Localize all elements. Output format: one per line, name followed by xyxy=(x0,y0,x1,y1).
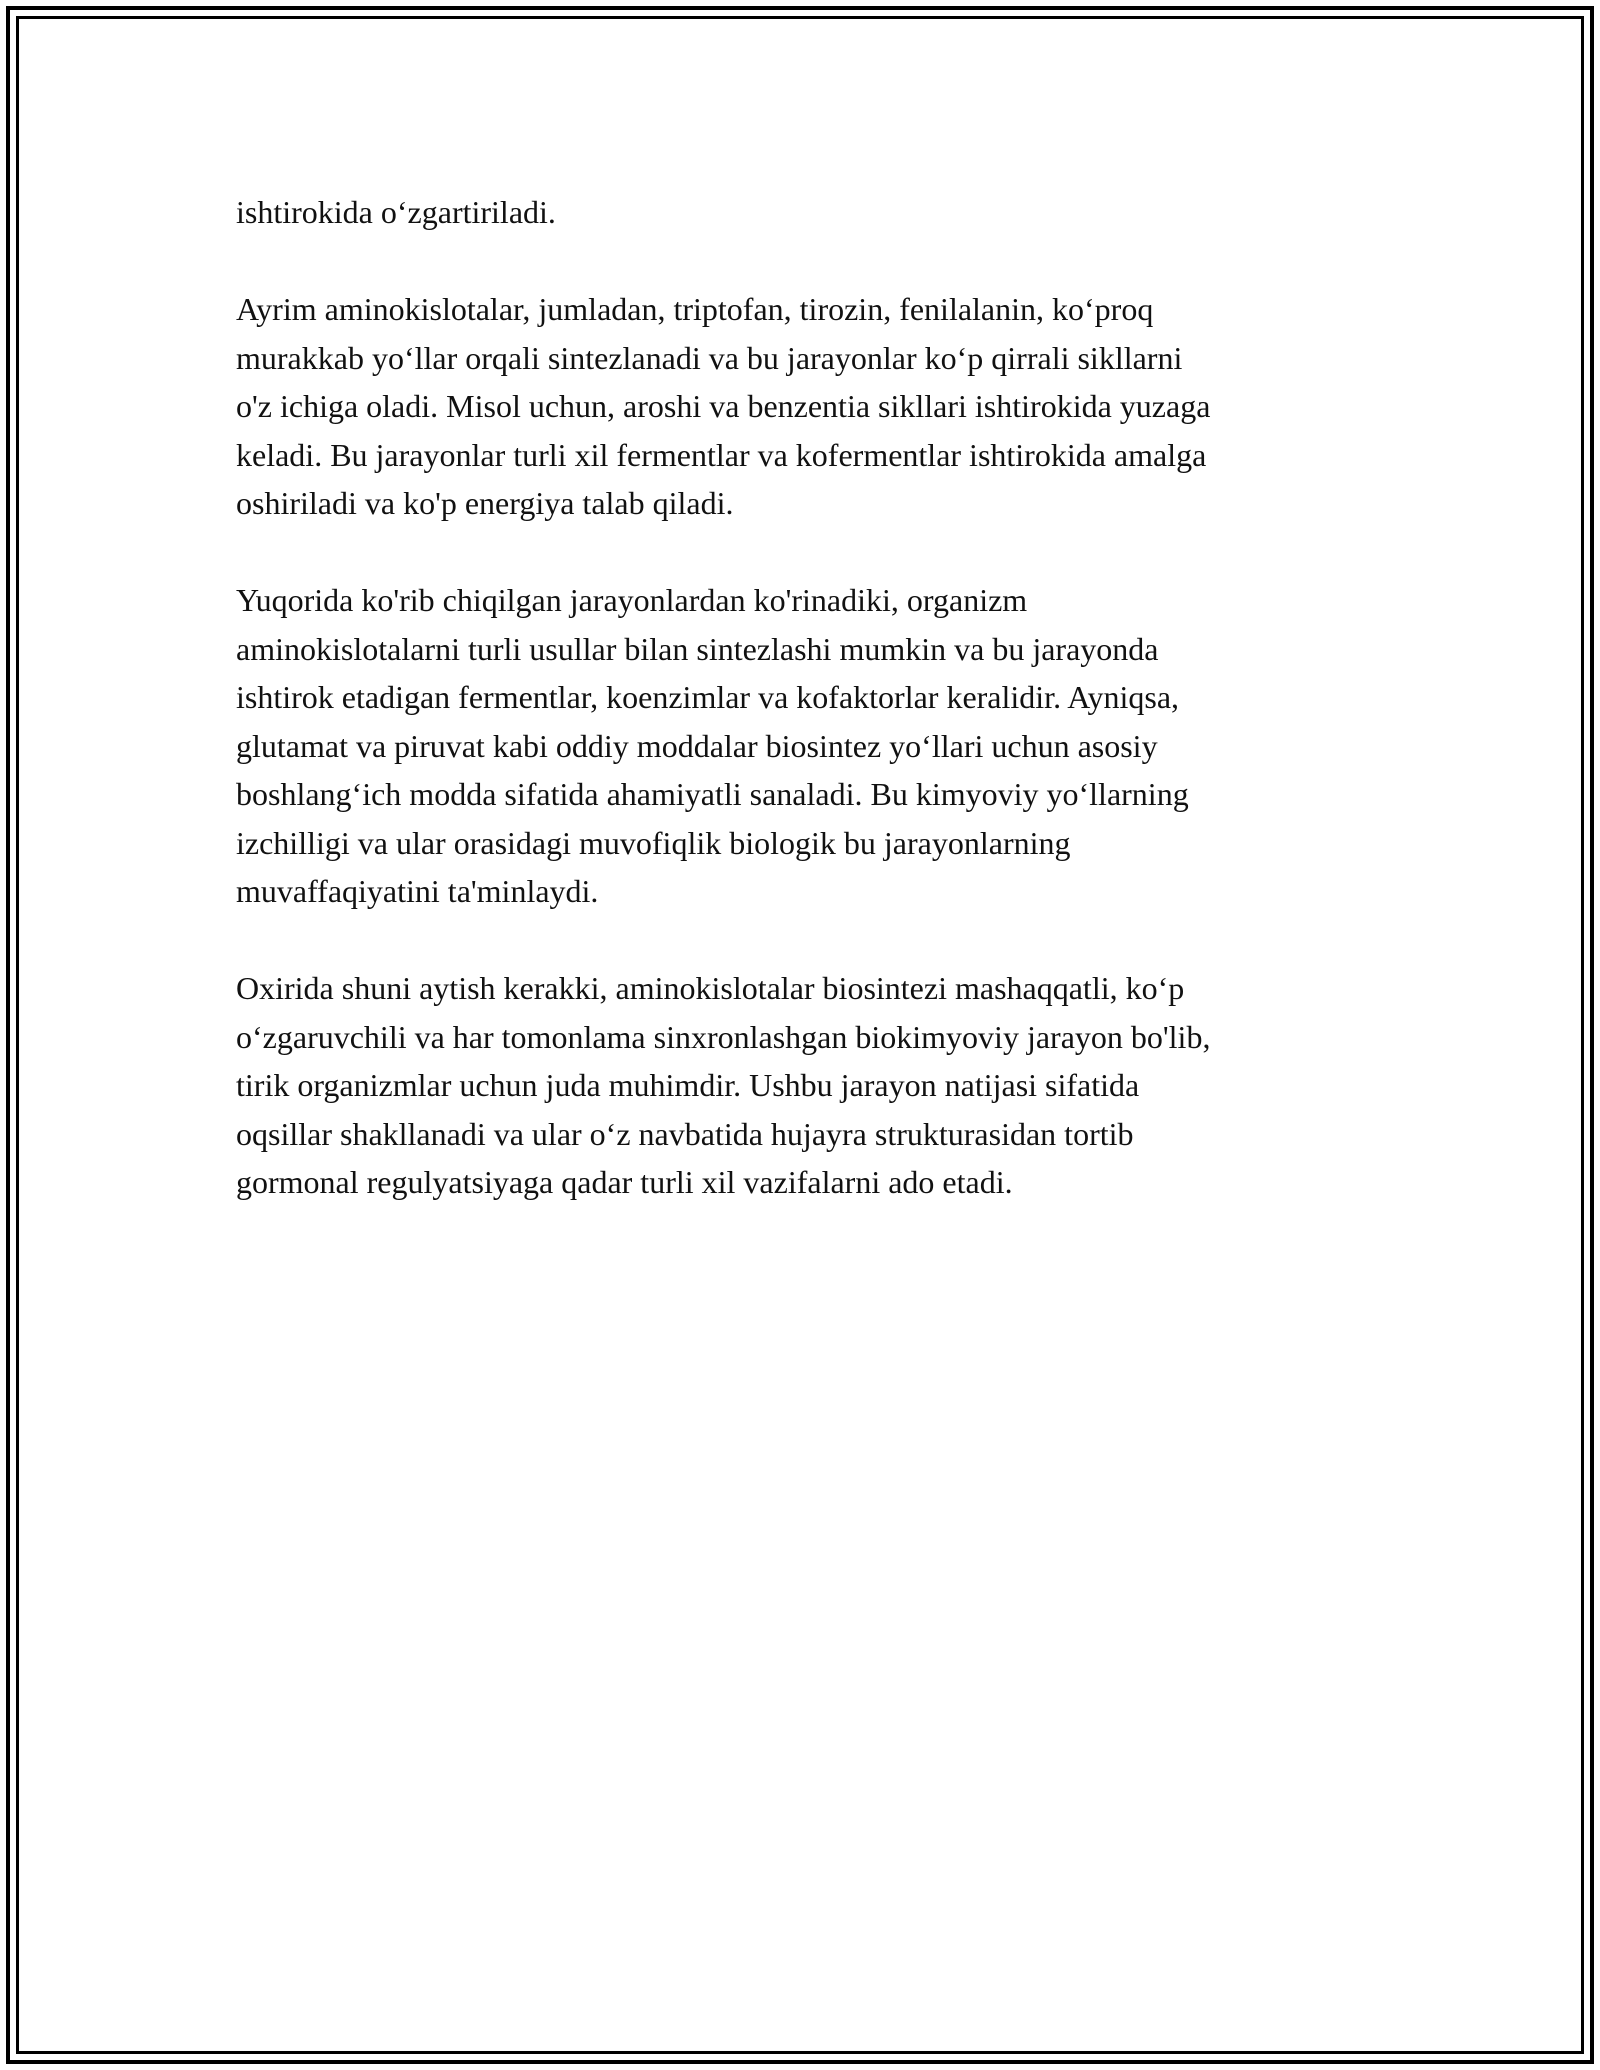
text-line: Oxirida shuni aytish kerakki, aminokislotalar biosintezi mashaqqatli, ko‘p xyxy=(236,970,1185,1006)
paragraph-3 xyxy=(236,576,1386,916)
paragraph-2 xyxy=(236,285,1386,528)
text-line: oshiriladi va ko'p energiya talab qiladi. xyxy=(236,485,734,521)
document-body xyxy=(236,188,1386,1255)
text-line: o'z ichiga oladi. Misol uchun, aroshi va benzentia sikllari ishtirokida yuzaga xyxy=(236,388,1211,424)
text-line: gormonal regulyatsiyaga qadar turli xil vazifalarni ado etadi. xyxy=(236,1164,1013,1200)
text-line: ishtirok etadigan fermentlar, koenzimlar va kofaktorlar keralidir. Ayniqsa, xyxy=(236,679,1180,715)
text-line: glutamat va piruvat kabi oddiy moddalar biosintez yo‘llari uchun asosiy xyxy=(236,727,1158,764)
text-line: muvaffaqiyatini ta'minlaydi. xyxy=(236,873,599,909)
paragraph-4 xyxy=(236,964,1386,1207)
text-line: keladi. Bu jarayonlar turli xil fermentlar va kofermentlar ishtirokida amalga xyxy=(236,436,1207,473)
text-line: izchilligi va ular orasidagi muvofiqlik biologik bu jarayonlarning xyxy=(236,824,1071,861)
text-line: tirik organizmlar uchun juda muhimdir. Ushbu jarayon natijasi sifatida xyxy=(236,1067,1140,1103)
text-line: ishtirokida o‘zgartiriladi. xyxy=(236,194,556,230)
text-line: Ayrim aminokislotalar, jumladan, triptofan, tirozin, fenilalanin, ko‘proq xyxy=(236,291,1154,327)
paragraph-1 xyxy=(236,188,1386,237)
text-line: o‘zgaruvchili va har tomonlama sinxronlashgan biokimyoviy jarayon bo'lib, xyxy=(236,1018,1211,1055)
text-line: murakkab yo‘llar orqali sintezlanadi va bu jarayonlar ko‘p qirrali sikllarni xyxy=(236,339,1183,376)
text-line: oqsillar shakllanadi va ular o‘z navbatida hujayra strukturasidan tortib xyxy=(236,1115,1134,1152)
text-line: Yuqorida ko'rib chiqilgan jarayonlardan ko'rinadiki, organizm xyxy=(236,582,1028,618)
text-line: aminokislotalarni turli usullar bilan sintezlashi mumkin va bu jarayonda xyxy=(236,630,1159,667)
text-line: boshlang‘ich modda sifatida ahamiyatli sanaladi. Bu kimyoviy yo‘llarning xyxy=(236,776,1189,812)
